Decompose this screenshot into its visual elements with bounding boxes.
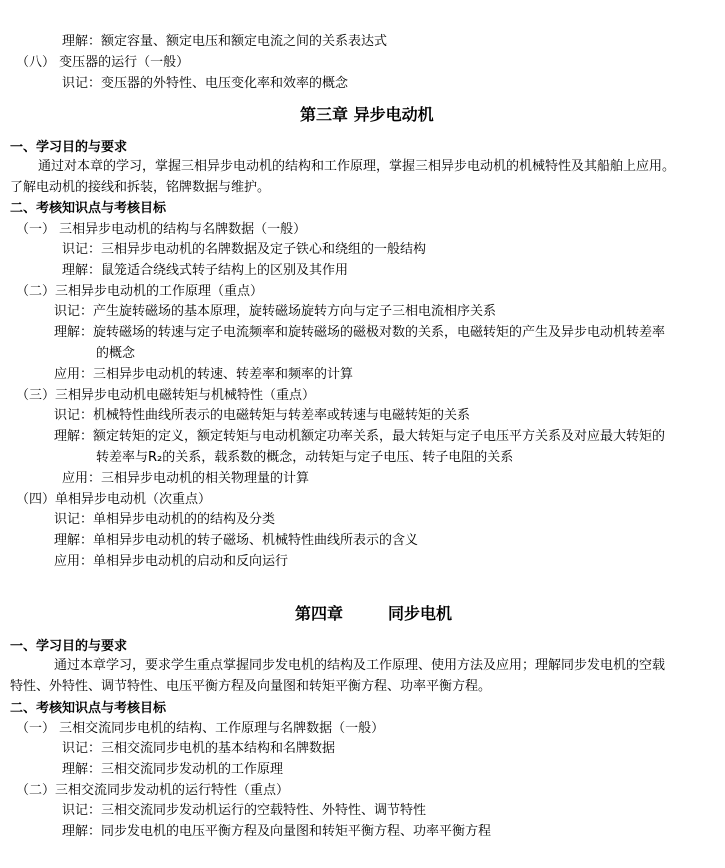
list-item: （三）三相异步电动机电磁转矩与机械特性（重点）	[16, 388, 316, 403]
list-item: （二）三相异步电动机的工作原理（重点）	[16, 284, 264, 299]
chapter-3-title: 第三章 异步电动机	[300, 105, 434, 124]
list-item: （一） 三相交流同步电机的结构、工作原理与名牌数据（一般）	[16, 721, 385, 736]
section-heading: 一、学习目的与要求	[10, 639, 128, 654]
paragraph-line: 特性、外特性、调节特性、电压平衡方程及向量图和转矩平衡方程、功率平衡方程。	[10, 679, 492, 694]
text-line: 识记：三相异步电动机的名牌数据及定子铁心和绕组的一般结构	[62, 242, 427, 257]
section-heading: 二、考核知识点与考核目标	[10, 701, 167, 716]
chapter-4-title-number: 第四章	[295, 604, 344, 623]
text-line: 应用：单相异步电动机的启动和反向运行	[54, 554, 289, 569]
text-line: 识记：单相异步电动机的的结构及分类	[54, 512, 276, 527]
paragraph-line: 了解电动机的接线和拆装，铭牌数据与维护。	[10, 180, 271, 195]
paragraph-line: 通过本章学习，要求学生重点掌握同步发电机的结构及工作原理、使用方法及应用；理解同步发电机的空载	[54, 658, 666, 673]
text-line: 理解：同步发电机的电压平衡方程及向量图和转矩平衡方程、功率平衡方程	[62, 824, 492, 839]
text-line: 的概念	[96, 346, 136, 361]
section-heading: 一、学习目的与要求	[10, 140, 128, 155]
text-line: 理解：单相异步电动机的转子磁场、机械特性曲线所表示的含义	[54, 533, 419, 548]
text-line: 理解：三相交流同步发动机的工作原理	[62, 762, 284, 777]
text-line: 识记：产生旋转磁场的基本原理，旋转磁场旋转方向与定子三相电流相序关系	[54, 304, 497, 319]
text-line: 理解：旋转磁场的转速与定子电流频率和旋转磁场的磁极对数的关系，电磁转矩的产生及异步电动机转差率	[54, 325, 666, 340]
text-line: 应用：三相异步电动机的转速、转差率和频率的计算	[54, 367, 354, 382]
text-line: 识记：三相交流同步发动机运行的空载特性、外特性、调节特性	[62, 803, 427, 818]
paragraph-line: 通过对本章的学习，掌握三相异步电动机的结构和工作原理，掌握三相异步电动机的机械特性及其船舶上应用。	[38, 159, 676, 174]
list-item: （一） 三相异步电动机的结构与名牌数据（一般）	[16, 222, 307, 237]
chapter-4-title-name: 同步电机	[388, 604, 453, 623]
list-item: （二）三相交流同步发动机的运行特性（重点）	[16, 783, 290, 798]
section-heading: 二、考核知识点与考核目标	[10, 201, 167, 216]
text-line: 应用：三相异步电动机的相关物理量的计算	[62, 471, 310, 486]
text-line: 识记：变压器的外特性、电压变化率和效率的概念	[62, 76, 349, 91]
text-line: 转差率与R₂的关系，载系数的概念，动转矩与定子电压、转子电阻的关系	[96, 450, 514, 465]
text-line: 识记：三相交流同步电机的基本结构和名牌数据	[62, 741, 336, 756]
list-item: （四）单相异步电动机（次重点）	[16, 492, 212, 507]
text-line: 理解：额定转矩的定义，额定转矩与电动机额定功率关系，最大转矩与定子电压平方关系及对应最大转矩的	[54, 429, 666, 444]
text-line: 识记：机械特性曲线所表示的电磁转矩与转差率或转速与电磁转矩的关系	[54, 408, 471, 423]
list-item: （八） 变压器的运行（一般）	[16, 55, 190, 70]
text-line: 理解：鼠笼适合绕线式转子结构上的区别及其作用	[62, 263, 349, 278]
text-line: 理解：额定容量、额定电压和额定电流之间的关系表达式	[62, 34, 388, 49]
